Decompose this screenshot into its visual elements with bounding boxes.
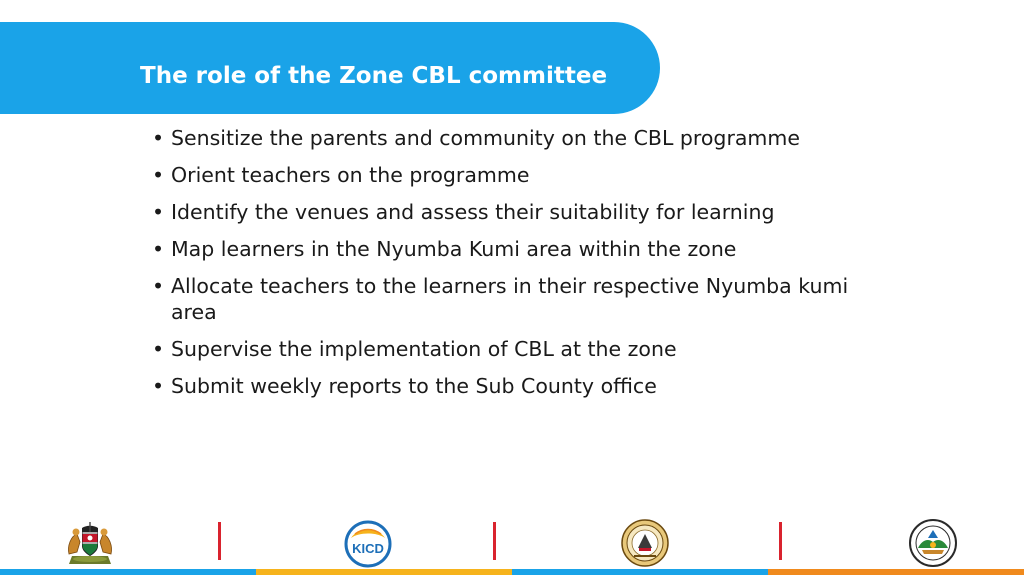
color-bar-segment bbox=[768, 569, 1024, 575]
footer-divider bbox=[779, 522, 782, 560]
color-bar-segment bbox=[256, 569, 512, 575]
footer-divider bbox=[218, 522, 221, 560]
bullet-item: • Allocate teachers to the learners in their respective Nyumba kumi area bbox=[150, 273, 850, 325]
bullet-item: • Orient teachers on the programme bbox=[150, 162, 850, 188]
bullet-item: • Submit weekly reports to the Sub County office bbox=[150, 373, 850, 399]
color-bar-segment bbox=[0, 569, 256, 575]
kenya-coat-of-arms-icon bbox=[65, 518, 115, 568]
bullet-item: • Supervise the implementation of CBL at the zone bbox=[150, 336, 850, 362]
slide-title: The role of the Zone CBL committee bbox=[140, 63, 608, 89]
kicd-logo-icon bbox=[343, 518, 393, 568]
bullet-item: • Identify the venues and assess their suitability for learning bbox=[150, 199, 850, 225]
footer-color-bar bbox=[0, 569, 1024, 575]
bullet-item: • Sensitize the parents and community on the CBL programme bbox=[150, 125, 850, 151]
footer-divider bbox=[493, 522, 496, 560]
county-seal-icon bbox=[908, 518, 958, 568]
bullet-list bbox=[150, 125, 850, 410]
bullet-item: • Map learners in the Nyumba Kumi area within the zone bbox=[150, 236, 850, 262]
color-bar-segment bbox=[512, 569, 768, 575]
institution-seal-icon bbox=[620, 518, 670, 568]
kicd-logo-text: KICD bbox=[352, 541, 384, 556]
